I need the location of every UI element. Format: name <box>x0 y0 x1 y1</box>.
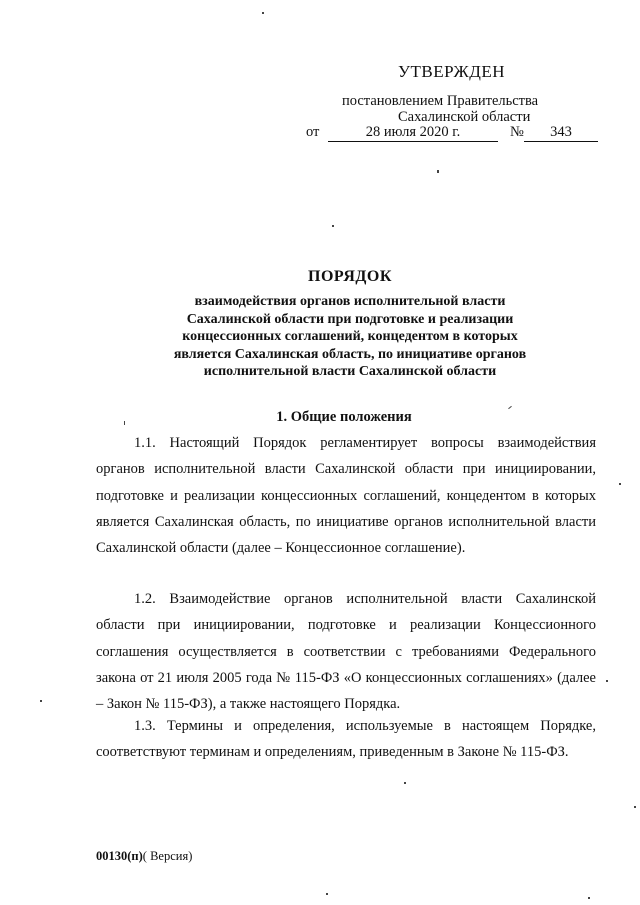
subtitle-line: является Сахалинская область, по инициативе органов <box>173 346 527 362</box>
approval-date-row <box>306 124 598 142</box>
document-version: ( Версия) <box>142 849 193 863</box>
subtitle-line: концессионных соглашений, концедентом в которых <box>182 329 518 344</box>
number-label: № <box>510 124 524 140</box>
scan-speck <box>40 700 42 702</box>
scan-speck <box>262 12 264 14</box>
approval-region: Сахалинской области <box>398 109 531 125</box>
document-code: 00130(п) <box>96 849 143 863</box>
scan-speck <box>124 421 125 425</box>
scan-speck <box>588 897 590 899</box>
subtitle-line: исполнительной власти Сахалинской области <box>203 364 497 379</box>
paragraph-1-2: 1.2. Взаимодействие органов исполнительной власти Сахалинской области при инициировании, подготовке и реализации Концессионного соглашения осуществляется в соответствии с требованиями Федерального закона от 21 июля 2005 года № 115-ФЗ «О концессионных соглашениях» (далее – Закон № 115-ФЗ), а также настоящего Порядка. <box>96 591 596 713</box>
scan-speck <box>634 806 636 808</box>
scan-speck <box>619 483 621 485</box>
paragraph-1-1: 1.1. Настоящий Порядок регламентирует вопросы взаимодействия органов исполнительной власти Сахалинской области при инициировании, подготовке и реализации концессионных соглашений, концедентом в которых является Сахалинская область, по инициативе органов исполнительной власти Сахалинской области (далее – Концессионное соглашение). <box>96 435 596 557</box>
scan-speck <box>404 782 406 784</box>
scan-speck <box>437 170 439 173</box>
approval-title: УТВЕРЖДЕН <box>398 62 505 81</box>
approval-number: 343 <box>524 124 598 142</box>
date-prefix: от <box>306 124 320 140</box>
scan-speck <box>332 225 334 227</box>
subtitle-line: взаимодействия органов исполнительной власти <box>194 294 506 309</box>
approval-decree: постановлением Правительства <box>342 93 539 109</box>
section-heading: 1. Общие положения <box>276 409 412 425</box>
scan-speck <box>326 893 328 895</box>
document-title: ПОРЯДОК <box>308 268 392 285</box>
scan-speck <box>606 680 608 682</box>
approval-date: 28 июля 2020 г. <box>328 124 498 142</box>
subtitle-line: Сахалинской области при подготовке и реализации <box>186 311 514 327</box>
document-subtitle <box>160 293 540 381</box>
footer-code <box>96 849 192 864</box>
paragraph-1-3: 1.3. Термины и определения, используемые в настоящем Порядке, соответствуют терминам и определениям, приведенным в Законе № 115-ФЗ. <box>96 718 596 761</box>
